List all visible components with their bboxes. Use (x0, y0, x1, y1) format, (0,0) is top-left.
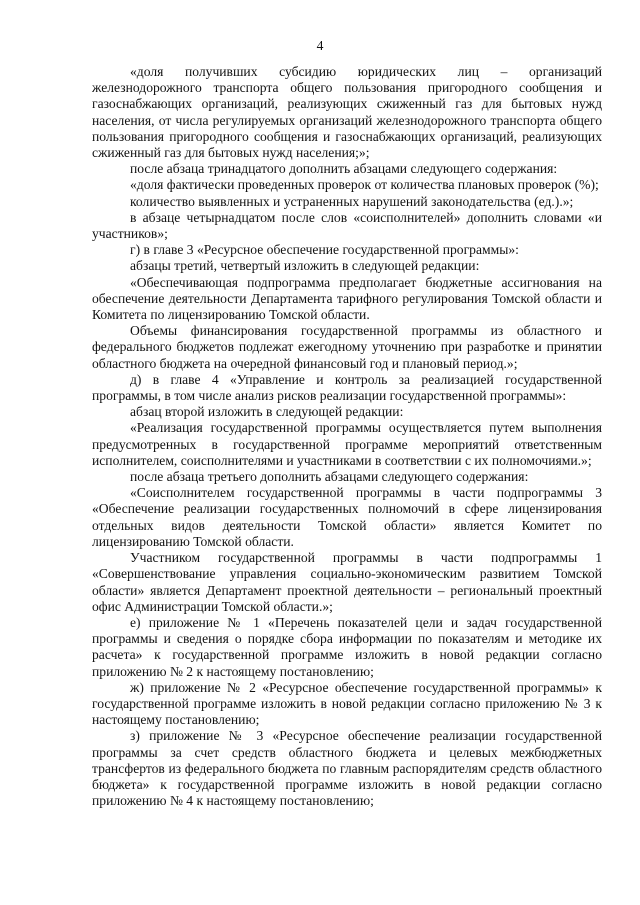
paragraph: ж) приложение № 2 «Ресурсное обеспечение государственной программы» к государственной программе изложить в новой редакции согласно приложению № 3 к настоящему постановлению; (92, 679, 602, 728)
paragraph: г) в главе 3 «Ресурсное обеспечение государственной программы»: (130, 242, 519, 258)
paragraph: Объемы финансирования государственной программы из областного и федерального бюджетов подлежат ежегодному уточнению при разработке и принятии областного бюджета на очередной финансовый год и плановый период.»; (92, 323, 602, 371)
paragraph: «Обеспечивающая подпрограмма предполагает бюджетные ассигнования на обеспечение деятельности Департамента тарифного регулирования Томской области и Комитета по лицензированию Томской области. (92, 274, 602, 323)
paragraph: в абзаце четырнадцатом после слов «соисполнителей» дополнить словами «и участников»; (92, 209, 602, 242)
paragraph: количество выявленных и устраненных нарушений законодательства (ед.).»; (130, 193, 574, 209)
paragraph: абзацы третий, четвертый изложить в следующей редакции: (130, 258, 480, 274)
paragraph: «Реализация государственной программы осуществляется путем выполнения предусмотренных в государственной программе мероприятий ответственным исполнителем, соисполнителями и участниками в соответствии с их полномочиями.»; (92, 420, 602, 468)
paragraph: после абзаца тринадцатого дополнить абзацами следующего содержания: (130, 161, 558, 177)
document-body (92, 64, 602, 809)
paragraph: «доля фактически проведенных проверок от количества плановых проверок (%); (130, 177, 599, 193)
paragraph: з) приложение № 3 «Ресурсное обеспечение реализации государственной программы за счет средств областного бюджета и целевых межбюджетных трансфертов из федерального бюджета по главным распорядителям средств областного бюджета» к государственной программе изложить в новой редакции согласно приложению № 4 к настоящему постановлению; (92, 728, 602, 809)
page-number: 4 (316, 38, 324, 53)
paragraph: «доля получивших субсидию юридических лиц – организаций железнодорожного транспорта общего пользования пригородного сообщения и газоснабжающих организаций, реализующих сжиженный газ для бытовых нужд населения, от числа регулируемых организаций железнодорожного транспорта общего пользования пригородного сообщения и газоснабжающих организаций, реализующих сжиженный газ для бытовых нужд населения;»; (92, 64, 602, 161)
paragraph: Участником государственной программы в части подпрограммы 1 «Совершенствование управления социально-экономическим развитием Томской области» является Департамент проектной деятельности – региональный проектный офис Администрации Томской области.»; (92, 550, 602, 614)
paragraph: после абзаца третьего дополнить абзацами следующего содержания: (130, 469, 529, 485)
paragraph: абзац второй изложить в следующей редакции: (130, 404, 404, 420)
paragraph: е) приложение № 1 «Перечень показателей цели и задач государственной программы и сведения о порядке сбора информации по показателям и методике их расчета» к государственной программе изложить в новой редакции согласно приложению № 2 к настоящему постановлению; (92, 614, 602, 679)
paragraph: «Соисполнителем государственной программы в части подпрограммы 3 «Обеспечение реализации государственных полномочий в сфере лицензирования отдельных видов деятельности Томской области» является Комитет по лицензированию Томской области. (92, 485, 602, 549)
paragraph: д) в главе 4 «Управление и контроль за реализацией государственной программы, в том числе анализ рисков реализации государственной программы»: (92, 371, 602, 404)
